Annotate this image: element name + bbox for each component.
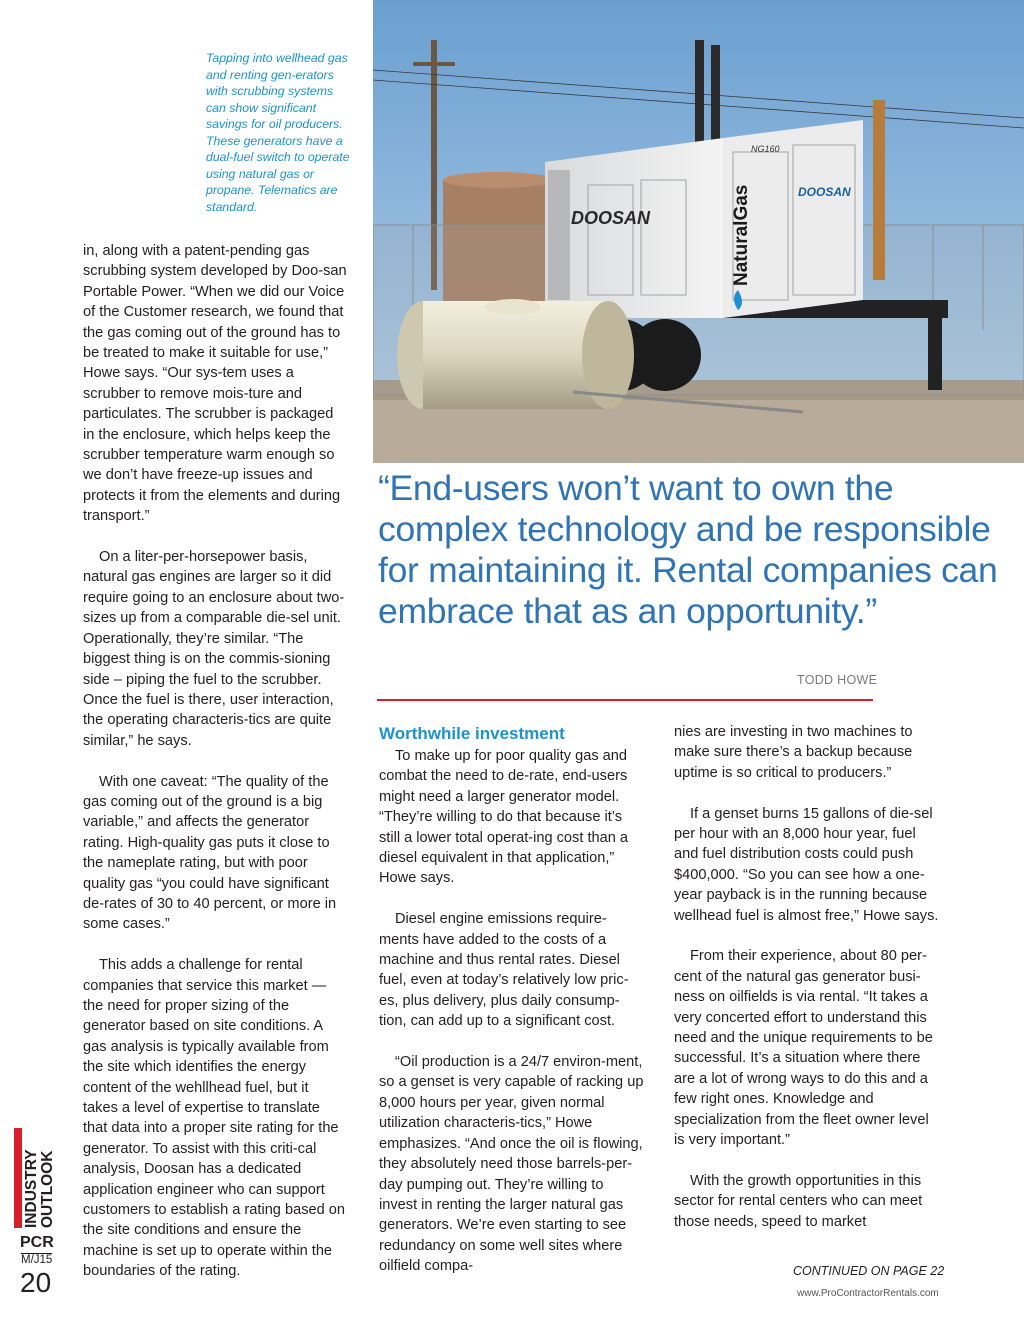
paragraph: To make up for poor quality gas and combat the need to de-rate, end-users might need a larger generator model. “They’re willing to do that because it’s still a lower total operat-ing cost than a diesel equivalent in that application,” Howe says. xyxy=(379,748,629,887)
section-heading: Worthwhile investment xyxy=(379,724,565,743)
doosan-logo-door: DOOSAN xyxy=(798,185,851,199)
paragraph: nies are investing in two machines to make sure there’s a backup because uptime is so critical to producers.” xyxy=(674,724,913,781)
article-column-2 xyxy=(379,724,645,1297)
paragraph: Diesel engine emissions require-ments have added to the costs of a machine and thus rental rates. Diesel fuel, even at today’s relatively low pric-es, plus delivery, plus daily consump-tion, can add up to a significant cost. xyxy=(379,911,629,1030)
paragraph: With the growth opportunities in this sector for rental centers who can meet those needs, speed to market xyxy=(674,1172,923,1230)
paragraph: This adds a challenge for rental companies that service this market — the need for proper sizing of the generator based on site conditions. A gas analysis is typically available from the site which identifies the energy content of the wehllhead fuel, but it takes a level of expertise to translate that data into a proper site rating for the generator. To assist with this criti-cal analysis, Doosan has a dedicated application engineer who can support customers to establish a rating based on the site conditions and ensure the machine is set up to operate within the boundaries of the rating. xyxy=(83,957,346,1280)
website-url[interactable]: www.ProContractorRentals.com xyxy=(797,1288,939,1299)
quote-attribution: TODD HOWE xyxy=(797,673,878,687)
paragraph: From their experience, about 80 per-cent of the natural gas generator busi-ness on oilfields is via rental. “It takes a very concerted effort to understand this need and the unique requirements to be successful. It’s a situation where there are a lot of wrong ways to do this and a few right ones. Knowledge and specialization from the fleet owner level is very important.” xyxy=(674,948,933,1149)
article-column-3 xyxy=(674,722,940,1253)
magazine-name: PCR xyxy=(20,1234,54,1251)
section-color-bar xyxy=(14,1128,22,1228)
paragraph: “Oil production is a 24/7 environ-ment, so a genset is very capable of racking up 8,000 hours per year, given normal utilization characteris-tics,” Howe emphasizes. “And once the oil is flowing, they absolutely need those barrels-per-day pumping out. They’re willing to invest in renting the larger natural gas generators. We’re even starting to see redundancy on some well sites where oilfield compa- xyxy=(379,1054,644,1275)
paragraph: If a genset burns 15 gallons of die-sel per hour with an 8,000 hour year, fuel and fuel distribution costs could push $400,000. “So you can see how a one-year payback is in the running because wellhead fuel is almost free,” Howe says. xyxy=(674,805,939,924)
photo-caption: Tapping into wellhead gas and renting gen-erators with scrubbing systems can show significant savings for oil producers. These generators have a dual-fuel switch to operate using natural gas or propane. Telematics are standard. xyxy=(206,51,350,214)
section-tag xyxy=(14,1128,74,1228)
paragraph: in, along with a patent-pending gas scrubbing system developed by Doo-san Portable Power. “When we did our Voice of the Customer research, we found that the gas coming out of the ground has to be treated to make it suitable for use,” Howe says. “Our sys-tem uses a scrubber to remove mois-ture and particulates. The scrubber is packaged in the enclosure, which helps keep the scrubber temperature warm enough so we don’t have freeze-up issues and protects it from the elements and during transport.” xyxy=(83,243,347,525)
generator-photo xyxy=(373,0,1024,463)
section-label: INDUSTRY OUTLOOK xyxy=(23,1149,56,1228)
paragraph: On a liter-per-horsepower basis, natural gas engines are larger so it did require going to an enclosure about two-sizes up from a comparable die-sel unit. Operationally, they’re similar. “The biggest thing is on the commis-sioning side – piping the fuel to the scrubber. Once the fuel is there, user interaction, the operating characteris-tics are quite similar,” he says. xyxy=(83,549,345,749)
pull-quote: “End-users won’t want to own the complex technology and be responsible for maintaining it. Rental companies can embrace that as an opportunity.” xyxy=(378,468,998,631)
continued-note: CONTINUED ON PAGE 22 xyxy=(793,1264,945,1278)
article-column-1 xyxy=(83,241,347,1302)
page-number: 20 xyxy=(20,1267,52,1298)
issue-label: M/J15 xyxy=(21,1254,53,1266)
model-label: NG160 xyxy=(751,144,780,154)
doosan-logo-main: DOOSAN xyxy=(571,208,651,228)
paragraph: With one caveat: “The quality of the gas coming out of the ground is a big variable,” and affects the generator rating. High-quality gas puts it close to the nameplate rating, but with poor quality gas “you could have significant de-rates of 30 to 40 percent, or more in some cases.” xyxy=(83,773,337,933)
natural-gas-decal: NaturalGas xyxy=(731,184,752,286)
divider-rule xyxy=(377,699,873,701)
